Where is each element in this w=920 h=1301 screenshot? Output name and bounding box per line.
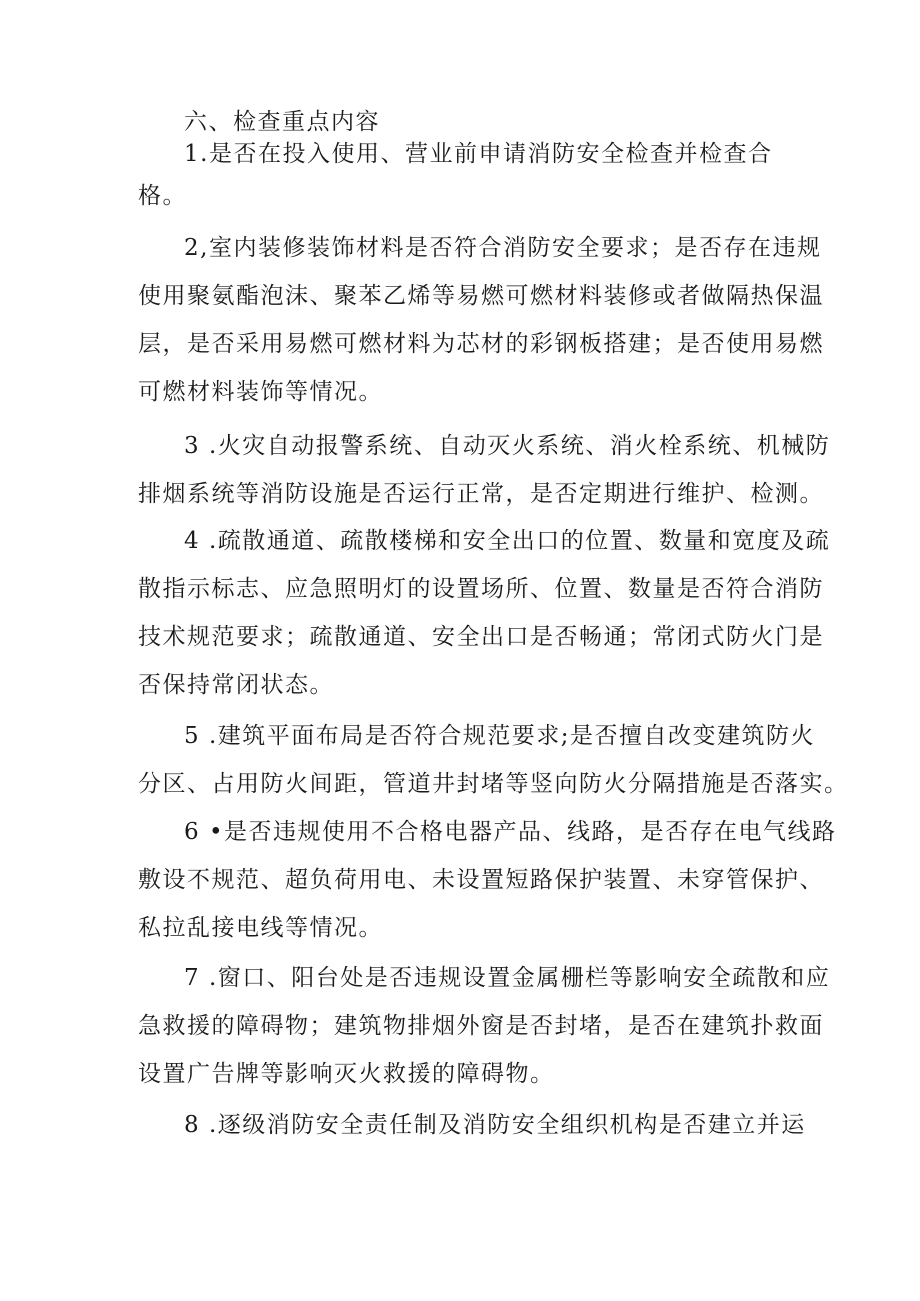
section-heading: 六、检查重点内容 bbox=[184, 109, 380, 135]
item-8-line-1: 8 .逐级消防安全责任制及消防安全组织机构是否建立并运 bbox=[184, 1112, 806, 1138]
item-2-line-4: 可燃材料装饰等情况。 bbox=[138, 379, 383, 405]
item-1-line-1: 1.是否在投入使用、营业前申请消防安全检查并检查合 bbox=[184, 141, 773, 167]
item-7-line-2: 急救援的障碍物；建筑物排烟外窗是否封堵，是否在建筑扑救面 bbox=[138, 1013, 824, 1039]
item-6-line-2: 敷设不规范、超负荷用电、未设置短路保护装置、未穿管保护、 bbox=[138, 867, 824, 893]
item-7-line-1: 7 .窗口、阳台处是否违规设置金属栅栏等影响安全疏散和应 bbox=[184, 965, 831, 991]
item-4-line-1: 4 .疏散通道、疏散楼梯和安全出口的位置、数量和宽度及疏 bbox=[184, 528, 831, 554]
item-7-line-3: 设置广告牌等影响灭火救援的障碍物。 bbox=[138, 1061, 555, 1087]
item-4-line-4: 否保持常闭状态。 bbox=[138, 672, 334, 698]
item-2-line-3: 层，是否采用易燃可燃材料为芯材的彩钢板搭建；是否使用易燃 bbox=[138, 331, 824, 357]
item-3-line-1: 3 .火灾自动报警系统、自动灭火系统、消火栓系统、机械防 bbox=[184, 433, 831, 459]
item-6-line-1: 6 •是否违规使用不合格电器产品、线路，是否存在电气线路 bbox=[184, 819, 837, 845]
item-2-line-2: 使用聚氨酯泡沫、聚苯乙烯等易燃可燃材料装修或者做隔热保温 bbox=[138, 283, 824, 309]
item-2-line-1: 2,室内装修装饰材料是否符合消防安全要求；是否存在违规 bbox=[184, 235, 822, 261]
item-4-line-2: 散指示标志、应急照明灯的设置场所、位置、数量是否符合消防 bbox=[138, 576, 824, 602]
item-4-line-3: 技术规范要求；疏散通道、安全出口是否畅通；常闭式防火门是 bbox=[138, 624, 824, 650]
item-1-line-2: 格。 bbox=[138, 183, 187, 209]
item-3-line-2: 排烟系统等消防设施是否运行正常，是否定期进行维护、检测。 bbox=[138, 481, 824, 507]
item-5-line-2: 分区、占用防火间距，管道井封堵等竖向防火分隔措施是否落实。 bbox=[138, 771, 849, 797]
item-6-line-3: 私拉乱接电线等情况。 bbox=[138, 915, 383, 941]
item-5-line-1: 5 .建筑平面布局是否符合规范要求;是否擅自改变建筑防火 bbox=[184, 723, 816, 749]
